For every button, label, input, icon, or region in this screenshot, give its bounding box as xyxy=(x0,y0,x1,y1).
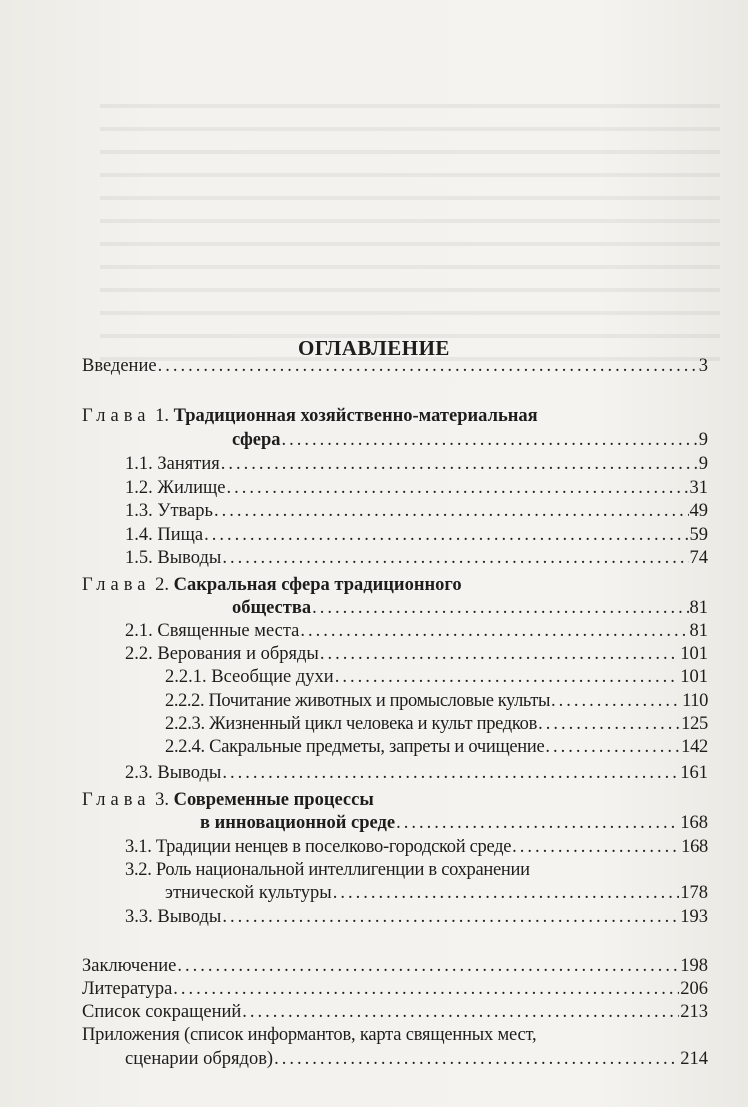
toc-entry-line1: Приложения (список информантов, карта священных мест, xyxy=(82,1025,537,1045)
toc-entry xyxy=(125,499,708,523)
entry-page: 161 xyxy=(680,763,708,783)
dot-leader xyxy=(222,761,679,785)
entry-page: 193 xyxy=(680,907,708,927)
entry-page: 142 xyxy=(681,737,708,757)
dot-leader xyxy=(204,523,688,547)
entry-label: Литература xyxy=(82,979,173,999)
dot-leader xyxy=(538,712,680,736)
entry-page: 213 xyxy=(680,1002,708,1022)
dot-leader xyxy=(158,354,698,378)
dot-leader xyxy=(242,1000,679,1024)
entry-page: 206 xyxy=(680,979,708,999)
chapter-3-title-line2 xyxy=(200,811,708,835)
toc-entry xyxy=(165,735,708,759)
entry-page: 81 xyxy=(689,598,708,618)
entry-label: 1.5. Выводы xyxy=(125,548,222,568)
toc-entry xyxy=(125,546,708,570)
chapter-prefix: Глава xyxy=(82,790,151,810)
chapter-prefix: Глава xyxy=(82,406,151,426)
entry-label: 2.2. Верования и обряды xyxy=(125,644,319,664)
chapter-title: Традиционная хозяйственно-материальная xyxy=(173,406,538,426)
dot-leader xyxy=(282,428,698,452)
entry-page: 178 xyxy=(680,883,708,903)
page-title: ОГЛАВЛЕНИЕ xyxy=(298,336,450,360)
dot-leader xyxy=(333,881,680,905)
dot-leader xyxy=(300,619,688,643)
entry-label: в инновационной среде xyxy=(200,813,396,833)
entry-label: 2.2.3. Жизненный цикл человека и культ предков xyxy=(165,714,538,734)
toc-entry-intro xyxy=(82,354,708,378)
chapter-number: 1. xyxy=(155,406,169,426)
chapter-1-heading xyxy=(82,404,538,428)
toc-entry xyxy=(125,905,708,929)
chapter-2-heading xyxy=(82,573,462,597)
entry-page: 125 xyxy=(681,714,708,734)
entry-page: 59 xyxy=(689,525,708,545)
entry-label: 2.2.4. Сакральные предметы, запреты и очищение xyxy=(165,737,545,757)
entry-page: 110 xyxy=(682,691,708,711)
dot-leader xyxy=(396,811,679,835)
dot-leader xyxy=(221,452,698,476)
entry-label: сфера xyxy=(232,430,281,450)
entry-page: 101 xyxy=(680,667,708,687)
entry-label: 2.2.2. Почитание животных и промысловые культы xyxy=(165,691,550,711)
toc-entry xyxy=(125,835,708,859)
dot-leader xyxy=(222,905,679,929)
dot-leader xyxy=(320,642,679,666)
entry-page: 101 xyxy=(680,644,708,664)
entry-label: 1.3. Утварь xyxy=(125,501,213,521)
toc-entry xyxy=(82,954,708,978)
entry-label: 3.1. Традиции ненцев в поселково-городской среде xyxy=(125,837,512,857)
entry-page: 74 xyxy=(689,548,708,568)
toc-entry xyxy=(125,476,708,500)
toc-entry xyxy=(125,761,708,785)
entry-page: 49 xyxy=(689,501,708,521)
entry-label: Заключение xyxy=(82,956,177,976)
toc-entry xyxy=(125,452,708,476)
chapter-3-heading xyxy=(82,788,374,812)
chapter-title: Сакральная сфера традиционного xyxy=(173,575,462,595)
chapter-2-title-line2 xyxy=(232,596,708,620)
dot-leader xyxy=(512,835,680,859)
entry-page: 9 xyxy=(698,454,708,474)
toc-entry xyxy=(165,665,708,689)
chapter-number: 3. xyxy=(155,790,169,810)
chapter-1-title-line2 xyxy=(232,428,708,452)
entry-label: 2.2.1. Всеобщие духи xyxy=(165,667,334,687)
dot-leader xyxy=(274,1047,679,1071)
entry-label: общества xyxy=(232,598,312,618)
toc-entry-line1: 3.2. Роль национальной интеллигенции в сохранении xyxy=(125,860,530,880)
entry-page: 168 xyxy=(680,813,708,833)
entry-page: 198 xyxy=(680,956,708,976)
toc-entry xyxy=(125,1047,708,1071)
entry-label: 1.2. Жилище xyxy=(125,478,226,498)
entry-page: 31 xyxy=(689,478,708,498)
dot-leader xyxy=(551,689,681,713)
entry-label: этнической культуры xyxy=(165,883,332,903)
entry-label: 1.4. Пища xyxy=(125,525,204,545)
entry-label: 3.3. Выводы xyxy=(125,907,222,927)
dot-leader xyxy=(177,954,679,978)
entry-label: Список сокращений xyxy=(82,1002,242,1022)
toc-entry xyxy=(165,712,708,736)
entry-page: 168 xyxy=(681,837,708,857)
entry-page: 3 xyxy=(698,356,708,376)
entry-page: 81 xyxy=(689,621,708,641)
dot-leader xyxy=(173,977,679,1001)
dot-leader xyxy=(214,499,689,523)
dot-leader xyxy=(226,476,688,500)
entry-label: 2.3. Выводы xyxy=(125,763,222,783)
dot-leader xyxy=(312,596,688,620)
dot-leader xyxy=(545,735,680,759)
toc-entry xyxy=(125,619,708,643)
toc-entry xyxy=(165,881,708,905)
toc-entry xyxy=(82,1000,708,1024)
chapter-number: 2. xyxy=(155,575,169,595)
chapter-title: Современные процессы xyxy=(173,790,374,810)
toc-entry xyxy=(125,642,708,666)
entry-label: 1.1. Занятия xyxy=(125,454,220,474)
entry-label: Введение xyxy=(82,356,157,376)
dot-leader xyxy=(222,546,688,570)
entry-label: 2.1. Священные места xyxy=(125,621,300,641)
chapter-prefix: Глава xyxy=(82,575,151,595)
entry-label: сценарии обрядов) xyxy=(125,1049,274,1069)
dot-leader xyxy=(335,665,680,689)
toc-entry xyxy=(82,977,708,1001)
entry-page: 214 xyxy=(680,1049,708,1069)
toc-entry xyxy=(125,523,708,547)
entry-page: 9 xyxy=(698,430,708,450)
toc-entry xyxy=(165,689,708,713)
